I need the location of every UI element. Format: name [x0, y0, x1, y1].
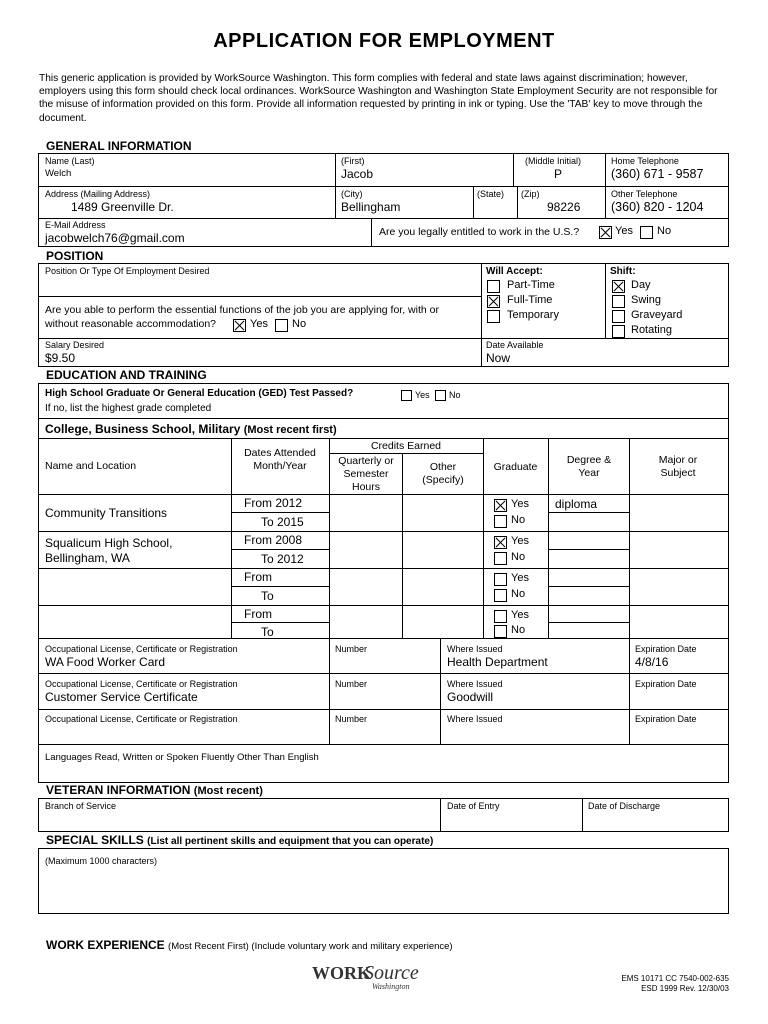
shift-graveyard-label: Graveyard: [631, 309, 683, 321]
city-label: (City): [341, 189, 363, 199]
will-accept-label: Will Accept:: [486, 266, 543, 277]
license-3-label: Occupational License, Certificate or Registration: [45, 714, 238, 724]
hs-no-label: No: [449, 390, 461, 400]
middle-initial-field[interactable]: P: [554, 167, 563, 181]
license-1-number-label: Number: [335, 644, 368, 654]
license-2-name[interactable]: Customer Service Certificate: [45, 690, 198, 704]
legal-yes-label: Yes: [615, 225, 633, 237]
education-box: [38, 383, 729, 783]
middle-initial-label: (Middle Initial): [525, 156, 582, 166]
city-field[interactable]: Bellingham: [341, 200, 401, 214]
svg-text:Washington: Washington: [372, 982, 410, 991]
entry-date-label: Date of Entry: [447, 801, 500, 811]
essential-yes-checkbox[interactable]: [233, 319, 246, 332]
shift-day-label: Day: [631, 279, 651, 291]
zip-label: (Zip): [521, 189, 540, 199]
essential-no-checkbox[interactable]: [275, 319, 288, 332]
email-label: E-Mail Address: [45, 220, 106, 230]
other-phone-field[interactable]: (360) 820 - 1204: [611, 200, 704, 214]
discharge-date-label: Date of Discharge: [588, 801, 661, 811]
section-veteran-heading: VETERAN INFORMATION (Most recent): [46, 783, 263, 797]
page-title: APPLICATION FOR EMPLOYMENT: [213, 30, 555, 52]
license-1-label: Occupational License, Certificate or Registration: [45, 644, 238, 654]
shift-label: Shift:: [610, 266, 636, 277]
temporary-label: Temporary: [507, 309, 559, 321]
col-major-subject: Major or Subject: [658, 454, 698, 479]
hs-question: High School Graduate Or General Education (GED) Test Passed?: [45, 388, 354, 399]
home-phone-label: Home Telephone: [611, 156, 679, 166]
branch-label: Branch of Service: [45, 801, 117, 811]
date-available-label: Date Available: [486, 340, 544, 350]
col-quarterly-hours: Quarterly or Semester Hours: [338, 455, 394, 493]
address-label: Address (Mailing Address): [45, 189, 151, 199]
col-other-specify: Other (Specify): [422, 461, 464, 486]
school-1-from[interactable]: From 2012: [244, 496, 303, 510]
full-time-checkbox[interactable]: [487, 295, 500, 308]
home-phone-field[interactable]: (360) 671 - 9587: [611, 167, 704, 181]
school-3-to[interactable]: To: [261, 589, 274, 603]
school-2-to[interactable]: To 2012: [261, 552, 304, 566]
legal-work-question: Are you legally entitled to work in the U.S.?: [379, 226, 580, 238]
license-3-exp-label: Expiration Date: [635, 714, 697, 724]
school-1-degree[interactable]: diploma: [555, 497, 598, 511]
salary-field[interactable]: $9.50: [45, 351, 76, 365]
essential-yes-label: Yes: [250, 318, 268, 330]
school-2-name-line1[interactable]: Squalicum High School,: [45, 536, 173, 550]
shift-graveyard-checkbox[interactable]: [612, 310, 625, 323]
veteran-box: [38, 798, 729, 832]
name-last-label: Name (Last): [45, 156, 95, 166]
section-position-heading: POSITION: [46, 249, 104, 263]
state-label: (State): [477, 189, 505, 199]
legal-no-checkbox[interactable]: [640, 226, 653, 239]
school-2-grad-yes-label: Yes: [511, 535, 529, 547]
license-2-label: Occupational License, Certificate or Registration: [45, 679, 238, 689]
section-work-heading: WORK EXPERIENCE (Most Recent First) (Include voluntary work and military experience): [46, 938, 453, 952]
shift-rotating-checkbox[interactable]: [612, 325, 625, 338]
general-info-box: [38, 153, 729, 247]
school-2-grad-no-label: No: [511, 551, 526, 563]
school-3-grad-yes-label: Yes: [511, 572, 529, 584]
school-2-name-line2[interactable]: Bellingham, WA: [45, 551, 130, 565]
license-1-where[interactable]: Health Department: [447, 655, 548, 669]
hs-note: If no, list the highest grade completed: [45, 403, 212, 414]
salary-label: Salary Desired: [45, 340, 105, 350]
col-graduate: Graduate: [493, 461, 538, 473]
school-1-name[interactable]: Community Transitions: [45, 506, 168, 520]
essential-question-line2: without reasonable accommodation?: [45, 318, 217, 330]
other-phone-label: Other Telephone: [611, 189, 678, 199]
license-2-exp-label: Expiration Date: [635, 679, 697, 689]
school-4-grad-yes-label: Yes: [511, 609, 529, 621]
hs-yes-label: Yes: [415, 390, 430, 400]
school-2-grad-yes-checkbox[interactable]: [494, 536, 507, 549]
section-education-heading: EDUCATION AND TRAINING: [46, 368, 207, 382]
shift-swing-checkbox[interactable]: [612, 295, 625, 308]
license-1-name[interactable]: WA Food Worker Card: [45, 655, 166, 669]
col-credits-earned: Credits Earned: [370, 440, 442, 452]
license-3-where-label: Where Issued: [447, 714, 503, 724]
license-2-where-label: Where Issued: [447, 679, 503, 689]
license-3-number-label: Number: [335, 714, 368, 724]
hs-no-checkbox[interactable]: [435, 390, 446, 401]
intro-text: This generic application is provided by WorkSource Washington. This form complies with federal and state laws against discrimination; however, employers using this form should check local ordinances. WorkSource Washington and Washington State Employment Security are not responsible for the misuse of information provided on this form. Provide all information requested by printing in ink or typing. Use the 'TAB' key to move through the document.: [39, 73, 718, 124]
worksource-logo-graphic: [312, 957, 432, 997]
legal-no-label: No: [657, 225, 672, 237]
part-time-checkbox[interactable]: [487, 280, 500, 293]
school-1-grad-yes-checkbox[interactable]: [494, 499, 507, 512]
college-heading: College, Business School, Military (Most recent first): [45, 422, 337, 436]
form-footer: [621, 974, 729, 994]
license-2-number-label: Number: [335, 679, 368, 689]
school-2-grad-no-checkbox[interactable]: [494, 552, 507, 565]
worksource-logo: [312, 957, 432, 997]
temporary-checkbox[interactable]: [487, 310, 500, 323]
school-3-from[interactable]: From: [244, 570, 272, 584]
school-1-to[interactable]: To 2015: [261, 515, 304, 529]
first-name-label: (First): [341, 156, 365, 166]
essential-no-label: No: [292, 318, 307, 330]
email-field[interactable]: jacobwelch76@gmail.com: [45, 231, 185, 245]
school-4-to[interactable]: To: [261, 625, 274, 639]
section-general-heading: GENERAL INFORMATION: [46, 139, 192, 153]
zip-field[interactable]: 98226: [547, 200, 581, 214]
svg-text:WORK: WORK: [312, 963, 372, 983]
legal-yes-checkbox[interactable]: [599, 226, 612, 239]
essential-question-line1: Are you able to perform the essential functions of the job you are applying for, with or: [45, 304, 439, 316]
school-4-from[interactable]: From: [244, 607, 272, 621]
col-dates-attended: Dates Attended Month/Year: [244, 447, 316, 472]
footer-line-1: EMS 10171 CC 7540-002-635: [621, 974, 729, 983]
date-available-field[interactable]: Now: [486, 351, 511, 365]
license-1-where-label: Where Issued: [447, 644, 503, 654]
license-2-where[interactable]: Goodwill: [447, 690, 494, 704]
school-3-grad-yes-checkbox[interactable]: [494, 573, 507, 586]
school-3-grad-no-label: No: [511, 588, 526, 600]
col-degree-year: Degree & Year: [566, 454, 612, 479]
position-desired-label: Position Or Type Of Employment Desired: [45, 266, 210, 276]
footer-line-2: ESD 1999 Rev. 12/30/03: [641, 984, 729, 993]
school-1-grad-no-checkbox[interactable]: [494, 515, 507, 528]
name-last-field[interactable]: Welch: [45, 168, 72, 179]
section-skills-heading: SPECIAL SKILLS (List all pertinent skills and equipment that you can operate): [46, 833, 434, 847]
school-1-grad-yes-label: Yes: [511, 498, 529, 510]
school-4-grad-no-checkbox[interactable]: [494, 625, 507, 638]
hs-yes-checkbox[interactable]: [401, 390, 412, 401]
license-1-exp-label: Expiration Date: [635, 644, 697, 654]
school-3-grad-no-checkbox[interactable]: [494, 589, 507, 602]
svg-text:Source: Source: [364, 962, 419, 984]
license-1-exp[interactable]: 4/8/16: [635, 655, 669, 669]
school-1-grad-no-label: No: [511, 514, 526, 526]
shift-rotating-label: Rotating: [631, 324, 672, 336]
first-name-field[interactable]: Jacob: [341, 167, 374, 181]
school-4-grad-yes-checkbox[interactable]: [494, 610, 507, 623]
school-2-from[interactable]: From 2008: [244, 533, 303, 547]
skills-note: (Maximum 1000 characters): [45, 856, 158, 866]
part-time-label: Part-Time: [507, 279, 555, 291]
languages-label: Languages Read, Written or Spoken Fluently Other Than English: [45, 752, 319, 763]
address-field[interactable]: 1489 Greenville Dr.: [71, 200, 174, 214]
position-box: [38, 263, 729, 367]
school-4-grad-no-label: No: [511, 624, 526, 636]
col-name-location: Name and Location: [45, 460, 137, 472]
full-time-label: Full-Time: [507, 294, 553, 306]
shift-swing-label: Swing: [631, 294, 661, 306]
shift-day-checkbox[interactable]: [612, 280, 625, 293]
skills-box[interactable]: [38, 848, 729, 914]
